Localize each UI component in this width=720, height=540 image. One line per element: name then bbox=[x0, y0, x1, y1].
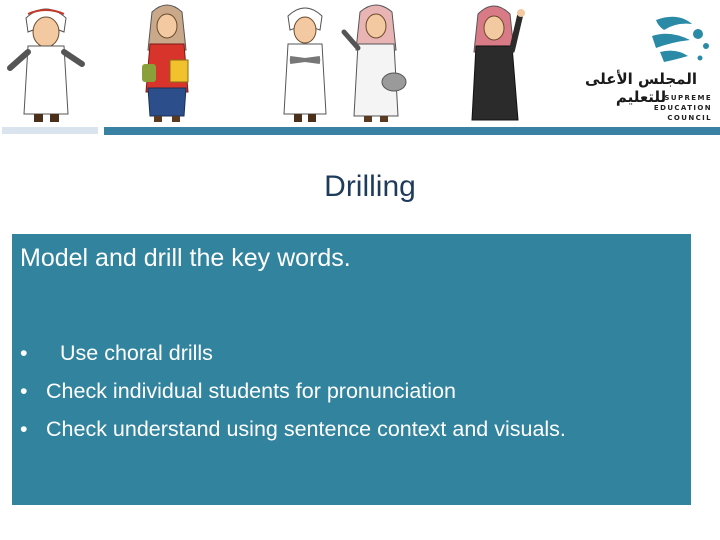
bullet-item bbox=[20, 334, 566, 372]
student-boy-arms-crossed-illustration bbox=[274, 2, 336, 124]
bullet-list bbox=[20, 334, 566, 448]
student-girl-illustration bbox=[140, 2, 194, 124]
student-boy-illustration bbox=[4, 2, 88, 124]
logo-english-line-3: COUNCIL bbox=[667, 114, 712, 122]
bullet-item bbox=[20, 410, 566, 448]
bullet-marker: • bbox=[20, 417, 28, 441]
supreme-education-council-logo bbox=[560, 14, 718, 124]
student-girl-with-bag-illustration bbox=[340, 2, 408, 124]
bullet-marker: • bbox=[20, 379, 28, 403]
panel-heading: Model and drill the key words. bbox=[20, 244, 351, 272]
header-rule-light bbox=[2, 127, 98, 134]
student-girl-waving-illustration bbox=[466, 2, 530, 124]
header-rule bbox=[104, 127, 720, 135]
bullet-text: Use choral drills bbox=[60, 341, 213, 365]
bullet-text: Check individual students for pronunciation bbox=[46, 379, 456, 403]
logo-english-line-1: SUPREME bbox=[664, 94, 712, 102]
council-emblem-icon bbox=[560, 14, 718, 70]
header-banner bbox=[0, 0, 720, 136]
logo-arabic-text: المجلس الأعلى للتعليم bbox=[584, 70, 698, 106]
bullet-item bbox=[20, 372, 566, 410]
bullet-marker: • bbox=[20, 341, 28, 365]
content-panel bbox=[12, 234, 691, 505]
bullet-text: Check understand using sentence context and visuals. bbox=[46, 417, 566, 441]
slide-title: Drilling bbox=[324, 170, 416, 203]
logo-english-line-2: EDUCATION bbox=[653, 104, 712, 112]
